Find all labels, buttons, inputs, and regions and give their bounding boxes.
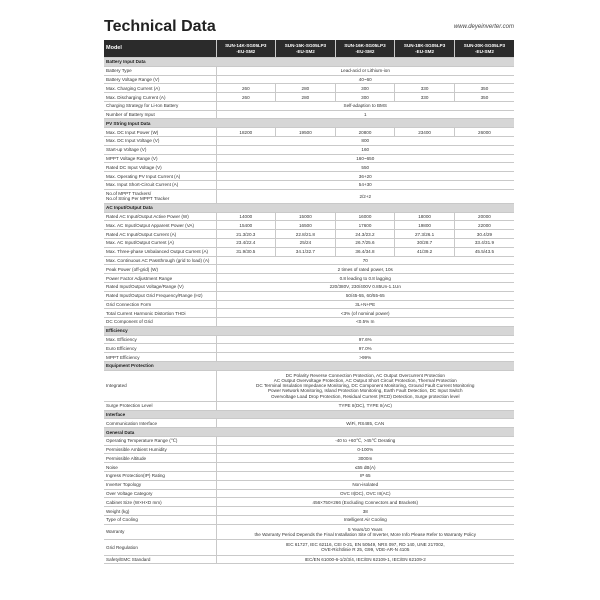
spec-label: Rated AC Input/Output Active Power (W) (104, 212, 216, 221)
spec-label: Surge Protection Level (104, 401, 216, 410)
spec-row (104, 318, 514, 327)
spec-label: Rated Input/Output Voltage/Range (V) (104, 282, 216, 291)
spec-value: 19500 (276, 128, 336, 137)
spec-value: 14000 (216, 212, 276, 221)
section-title: AC Input/Output Data (104, 203, 514, 212)
section-title: PV String Input Data (104, 119, 514, 128)
spec-row (104, 282, 514, 291)
spec-value: >99% (216, 353, 514, 362)
spec-label: Total Current Harmonic Distortion THDi (104, 309, 216, 318)
spec-value: <0.5% In (216, 318, 514, 327)
spec-value: 2/2+2 (216, 189, 514, 203)
spec-value: 41/39.2 (395, 247, 455, 256)
spec-row (104, 110, 514, 119)
spec-row (104, 454, 514, 463)
spec-row (104, 66, 514, 75)
spec-row (104, 128, 514, 137)
spec-label: MPPT Efficiency (104, 353, 216, 362)
spec-label: Rated Input/Output Grid Frequency/Range (Hz) (104, 291, 216, 300)
spec-value: 17600 (335, 221, 395, 230)
spec-row (104, 401, 514, 410)
spec-row (104, 189, 514, 203)
spec-value: 350 (454, 84, 514, 93)
spec-value: WiFi, RS485, CAN (216, 419, 514, 428)
spec-value: 300 (335, 84, 395, 93)
spec-label: Warranty (104, 524, 216, 539)
section-title: Efficiency (104, 326, 514, 335)
spec-value: 800 (216, 137, 514, 146)
spec-table-header (104, 40, 514, 58)
spec-value: 97.6% (216, 335, 514, 344)
spec-row (104, 498, 514, 507)
spec-value: 70 (216, 256, 514, 265)
section-title: Interface (104, 410, 514, 419)
model-name: SUN-20K-SG05LP3 -EU-SM2 (454, 40, 514, 58)
spec-value: 30.4/29 (454, 230, 514, 239)
section-header-row (104, 428, 514, 437)
spec-value: 5 Years/10 Years the Warranty Period Depends the Final Installation Site of Inverter, More Info Please Refer to Warranty Policy (216, 524, 514, 539)
spec-value: 40~60 (216, 75, 514, 84)
spec-value: 3000m (216, 454, 514, 463)
spec-value: 25/24 (276, 239, 336, 248)
spec-label: Ingress Protection(IP) Rating (104, 472, 216, 481)
section-header-row (104, 410, 514, 419)
spec-row (104, 291, 514, 300)
spec-label: No.of MPPT Trackers/ No.of String Per MPPT Tracker (104, 189, 216, 203)
spec-value: 2 times of rated power, 10s (216, 265, 514, 274)
spec-value: 18000 (395, 212, 455, 221)
spec-value: 30/28.7 (395, 239, 455, 248)
spec-row (104, 145, 514, 154)
spec-value: 15000 (276, 212, 336, 221)
spec-row (104, 436, 514, 445)
spec-label: Max. Three-phase Unbalanced Output Current (A) (104, 247, 216, 256)
spec-label: Grid Connection Form (104, 300, 216, 309)
model-name: SUN-15K-SG05LP3 -EU-SM2 (276, 40, 336, 58)
spec-row (104, 101, 514, 110)
spec-value: IEC/EN 61000-6-1/2/3/4, IEC/EN 62109-1, IEC/EN 62109-2 (216, 555, 514, 564)
spec-row (104, 212, 514, 221)
section-header-row (104, 326, 514, 335)
spec-label: Max. Discharging Current (A) (104, 93, 216, 102)
spec-value: 33.4/31.9 (454, 239, 514, 248)
spec-table (104, 40, 514, 564)
spec-value: 260 (216, 93, 276, 102)
spec-value: -40 to +60℃, >45℃ Derating (216, 436, 514, 445)
spec-row (104, 75, 514, 84)
spec-value: 0-100% (216, 445, 514, 454)
spec-value: 550 (216, 163, 514, 172)
spec-value: 24.3/23.2 (335, 230, 395, 239)
spec-label: Noise (104, 463, 216, 472)
spec-value: 31.9/30.5 (216, 247, 276, 256)
spec-value: Lead-acid or Lithium-ion (216, 66, 514, 75)
spec-value: 22000 (454, 221, 514, 230)
spec-value: 21.3/20.3 (216, 230, 276, 239)
spec-label: Safety/EMC Standard (104, 555, 216, 564)
spec-value: 280 (276, 84, 336, 93)
spec-label: Grid Regulation (104, 540, 216, 555)
spec-label: Integrated (104, 370, 216, 401)
spec-value: 330 (395, 84, 455, 93)
spec-value: 36.4/34.8 (335, 247, 395, 256)
spec-value: 34.1/32.7 (276, 247, 336, 256)
model-name: SUN-16K-SG05LP3 -EU-SM2 (335, 40, 395, 58)
spec-label: Rated AC Input/Output Current (A) (104, 230, 216, 239)
spec-row (104, 154, 514, 163)
spec-row (104, 180, 514, 189)
spec-label: Max. Input Short-Circuit Current (A) (104, 180, 216, 189)
spec-label: Battery Voltage Range (V) (104, 75, 216, 84)
spec-label: Permissible Altitude (104, 454, 216, 463)
spec-row (104, 524, 514, 539)
spec-value: 50/45-55, 60/55-65 (216, 291, 514, 300)
spec-value: 38 (216, 507, 514, 516)
spec-row (104, 419, 514, 428)
spec-value: 160~650 (216, 154, 514, 163)
spec-label: Power Factor Adjustment Range (104, 274, 216, 283)
spec-row (104, 445, 514, 454)
spec-value: 220/380V, 230/400V 0.85Un-1.1Un (216, 282, 514, 291)
spec-value: 23400 (395, 128, 455, 137)
spec-label: Number of Battery Input (104, 110, 216, 119)
spec-value: 300 (335, 93, 395, 102)
spec-label: MPPT Voltage Range (V) (104, 154, 216, 163)
spec-value: 330 (395, 93, 455, 102)
website-url: www.deyeinverter.com (453, 24, 514, 30)
spec-value: 54+30 (216, 180, 514, 189)
spec-value: 22.8/21.8 (276, 230, 336, 239)
spec-value: 18200 (216, 128, 276, 137)
spec-label: Max. Efficiency (104, 335, 216, 344)
spec-value: Non-isolated (216, 480, 514, 489)
spec-value: IP 65 (216, 472, 514, 481)
spec-row (104, 353, 514, 362)
spec-value: 20800 (335, 128, 395, 137)
spec-label: Rated DC Input Voltage (V) (104, 163, 216, 172)
spec-label: Max. DC Input Power (W) (104, 128, 216, 137)
spec-value: Self-adaption to BMS (216, 101, 514, 110)
spec-label: Communication Interface (104, 419, 216, 428)
spec-value: 27.3/26.1 (395, 230, 455, 239)
model-row (104, 40, 514, 58)
spec-value: 3L+N+PE (216, 300, 514, 309)
spec-row (104, 555, 514, 564)
spec-label: Start-up Voltage (V) (104, 145, 216, 154)
spec-label: Inverter Topology (104, 480, 216, 489)
spec-row (104, 309, 514, 318)
spec-row (104, 256, 514, 265)
model-name: SUN-14K-SG05LP3 -EU-SM2 (216, 40, 276, 58)
spec-value: Intelligent Air Cooling (216, 515, 514, 524)
spec-row (104, 515, 514, 524)
spec-row (104, 489, 514, 498)
spec-value: 97.0% (216, 344, 514, 353)
spec-row (104, 163, 514, 172)
spec-label: Euro Efficiency (104, 344, 216, 353)
spec-value: 19800 (395, 221, 455, 230)
spec-row (104, 370, 514, 401)
spec-value: 280 (276, 93, 336, 102)
section-header-row (104, 361, 514, 370)
spec-label: Operating Temperature Range (℃) (104, 436, 216, 445)
spec-value: 1 (216, 110, 514, 119)
spec-value: 0.8 leading to 0.8 lagging (216, 274, 514, 283)
header (104, 18, 514, 40)
spec-row (104, 480, 514, 489)
spec-row (104, 540, 514, 555)
spec-label: Max. Operating PV Input Current (A) (104, 172, 216, 181)
spec-label: Peak Power (off-grid) (W) (104, 265, 216, 274)
spec-value: DC Polarity Reverse Connection Protection, AC Output Overcurrent Protection AC Output Overvoltage Protection, AC Output Short Circuit Protection, Thermal Protection DC Terminal Insulation Impedance Monitoring, DC Component Monitoring, Ground Fault Current Monitoring Power Network Monitoring, Island Protection Monitoring, Earth Fault Detection, DC Input Switch Overvoltage Load Drop Protection, Residual Current (RCD) Detection, Surge protection level (216, 370, 514, 401)
section-header-row (104, 119, 514, 128)
spec-value: 15400 (216, 221, 276, 230)
spec-label: DC Component of Grid (104, 318, 216, 327)
section-title: Battery Input Data (104, 58, 514, 67)
spec-row (104, 335, 514, 344)
spec-row (104, 239, 514, 248)
spec-row (104, 221, 514, 230)
spec-row (104, 84, 514, 93)
spec-label: Battery Type (104, 66, 216, 75)
spec-label: Over Voltage Category (104, 489, 216, 498)
spec-value: ≤55 dB(A) (216, 463, 514, 472)
spec-row (104, 274, 514, 283)
spec-label: Max. Continuous AC Passthrough (grid to load) (A) (104, 256, 216, 265)
spec-value: 26000 (454, 128, 514, 137)
spec-label: Charging Strategy for Li-Ion Battery (104, 101, 216, 110)
spec-value: 260 (216, 84, 276, 93)
spec-value: 16000 (335, 212, 395, 221)
spec-row (104, 344, 514, 353)
spec-value: 350 (454, 93, 514, 102)
section-header-row (104, 58, 514, 67)
spec-table-body (104, 58, 514, 564)
spec-value: IEC 61727, IEC 62116, CEI 0-21, EN 50549, NRS 097, RD 140, UNE 217002, OVE-Richtlinie R 25, G99, VDE-AR-N 4105 (216, 540, 514, 555)
spec-row (104, 472, 514, 481)
spec-label: Max. AC Input/Output Current (A) (104, 239, 216, 248)
spec-value: 26.7/25.6 (335, 239, 395, 248)
spec-label: Max. DC Input Voltage (V) (104, 137, 216, 146)
spec-label: Permissible Ambient Humidity (104, 445, 216, 454)
spec-value: 20000 (454, 212, 514, 221)
spec-row (104, 300, 514, 309)
spec-value: OVC II(DC), OVC III(AC) (216, 489, 514, 498)
spec-row (104, 93, 514, 102)
spec-row (104, 172, 514, 181)
section-title: Equipment Protection (104, 361, 514, 370)
spec-value: 23.4/22.4 (216, 239, 276, 248)
section-header-row (104, 203, 514, 212)
spec-label: Weight (kg) (104, 507, 216, 516)
spec-label: Cabinet Size (W×H×D mm) (104, 498, 216, 507)
spec-label: Type of Cooling (104, 515, 216, 524)
spec-row (104, 463, 514, 472)
spec-row (104, 247, 514, 256)
spec-value: TYPE II(DC), TYPE II(AC) (216, 401, 514, 410)
model-label: Model (104, 40, 216, 58)
spec-value: 160 (216, 145, 514, 154)
spec-value: <3% (of nominal power) (216, 309, 514, 318)
spec-value: 456×750×266 (Excluding Connectors and Brackets) (216, 498, 514, 507)
model-name: SUN-18K-SG05LP3 -EU-SM2 (395, 40, 455, 58)
spec-value: 45.5/43.5 (454, 247, 514, 256)
spec-row (104, 137, 514, 146)
page-title: Technical Data (104, 18, 216, 35)
spec-label: Max. Charging Current (A) (104, 84, 216, 93)
spec-value: 16500 (276, 221, 336, 230)
spec-row (104, 230, 514, 239)
spec-value: 36+20 (216, 172, 514, 181)
spec-label: Max. AC Input/Output Apparent Power (VA) (104, 221, 216, 230)
section-title: General Data (104, 428, 514, 437)
spec-row (104, 507, 514, 516)
spec-row (104, 265, 514, 274)
